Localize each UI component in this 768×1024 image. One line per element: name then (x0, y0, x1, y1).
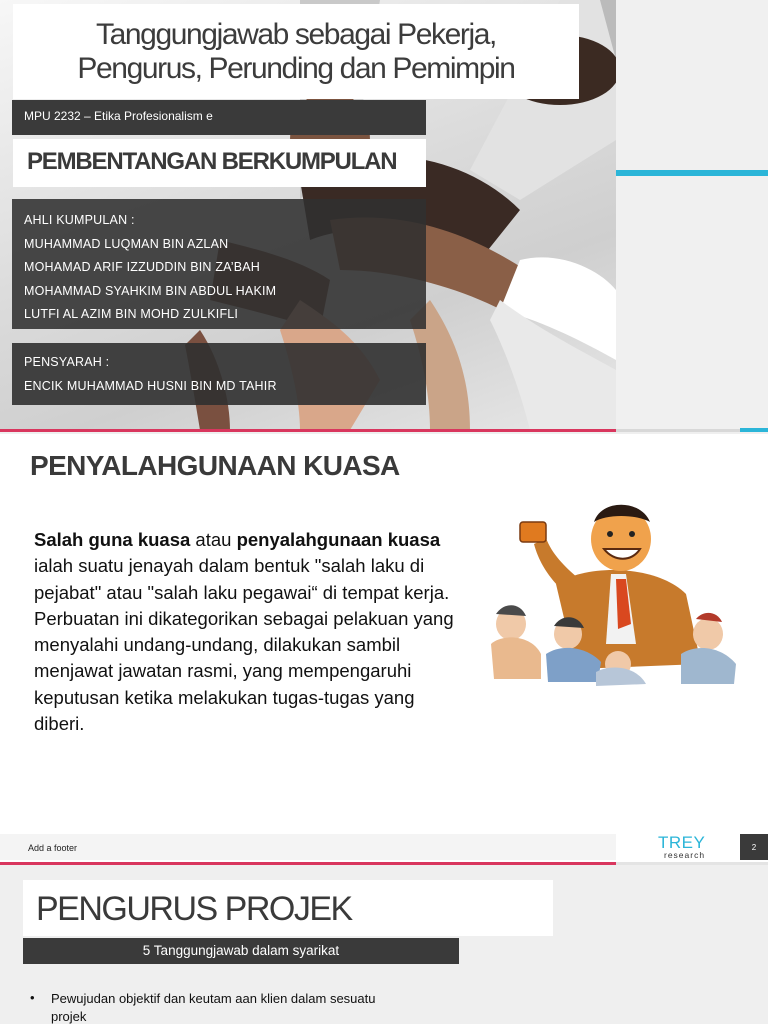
slide-heading: PENGURUS PROJEK (36, 890, 352, 928)
subtitle-bar: 5 Tanggungjawab dalam syarikat (23, 938, 459, 964)
slide-heading: PENYALAHGUNAAN KUASA (30, 450, 400, 481)
page-number: 2 (740, 834, 768, 860)
course-code-bar: MPU 2232 – Etika Profesionalism e (12, 100, 426, 135)
divider-line (616, 862, 768, 865)
company-logo-subtitle: research (664, 850, 706, 860)
member-name: LUTFI AL AZIM BIN MOHD ZULKIFLI (24, 307, 239, 321)
company-logo: TREY (658, 833, 706, 852)
member-name: MUHAMMAD LUQMAN BIN AZLAN (24, 236, 229, 251)
divider-line (0, 862, 616, 865)
presentation-type: PEMBENTANGAN BERKUMPULAN (13, 139, 426, 187)
divider-line (0, 429, 616, 432)
page-title (77, 18, 514, 86)
member-name: MOHAMAD ARIF IZZUDDIN BIN ZA’BAH (24, 260, 261, 274)
lecturer-name: ENCIK MUHAMMAD HUSNI BIN MD TAHIR (24, 378, 277, 393)
divider-line (616, 429, 740, 432)
member-name: MOHAMMAD SYAHKIM BIN ABDUL HAKIM (24, 283, 277, 298)
title-line-1: Tanggungjawab sebagai Pekerja, (95, 17, 496, 51)
lecturer-box (12, 343, 426, 405)
slide-title (0, 0, 768, 430)
corrupt-boss-illustration (486, 494, 744, 694)
term-bold: penyalahgunaan kuasa (236, 529, 441, 550)
divider-accent (740, 428, 768, 432)
body-text: ialah suatu jenayah dalam bentuk "salah laku di pejabat" atau "salah laku pegawai“ di tempat kerja. Perbuatan ini dikategorikan sebagai pelakuan yang menyalahi undang-undang, dilakukan sambil menjawat jawatan rasmi, yang mempengaruhi keputusan ketika melakukan tugas-tugas yang diberi. (34, 555, 454, 735)
slide-abuse-of-power (0, 434, 768, 864)
accent-stripe (616, 170, 768, 176)
right-panel (616, 0, 768, 430)
bullet-icon: • (30, 990, 35, 1005)
members-heading: AHLI KUMPULAN : (24, 213, 135, 227)
footer-bar (0, 834, 616, 860)
definition-paragraph (34, 527, 464, 737)
slide-title-box (13, 4, 579, 99)
lecturer-heading: PENSYARAH : (24, 355, 110, 369)
slide-project-manager (0, 866, 768, 1024)
footer-text: Add a footer (28, 843, 78, 853)
term-bold: Salah guna kuasa (34, 529, 191, 550)
title-line-2: Pengurus, Perunding dan Pemimpin (77, 51, 515, 85)
body-text: atau (190, 529, 237, 550)
bullet-item: Pewujudan objektif dan keutam aan klien dalam sesuatu projek (51, 991, 376, 1024)
group-members-box (12, 199, 426, 329)
